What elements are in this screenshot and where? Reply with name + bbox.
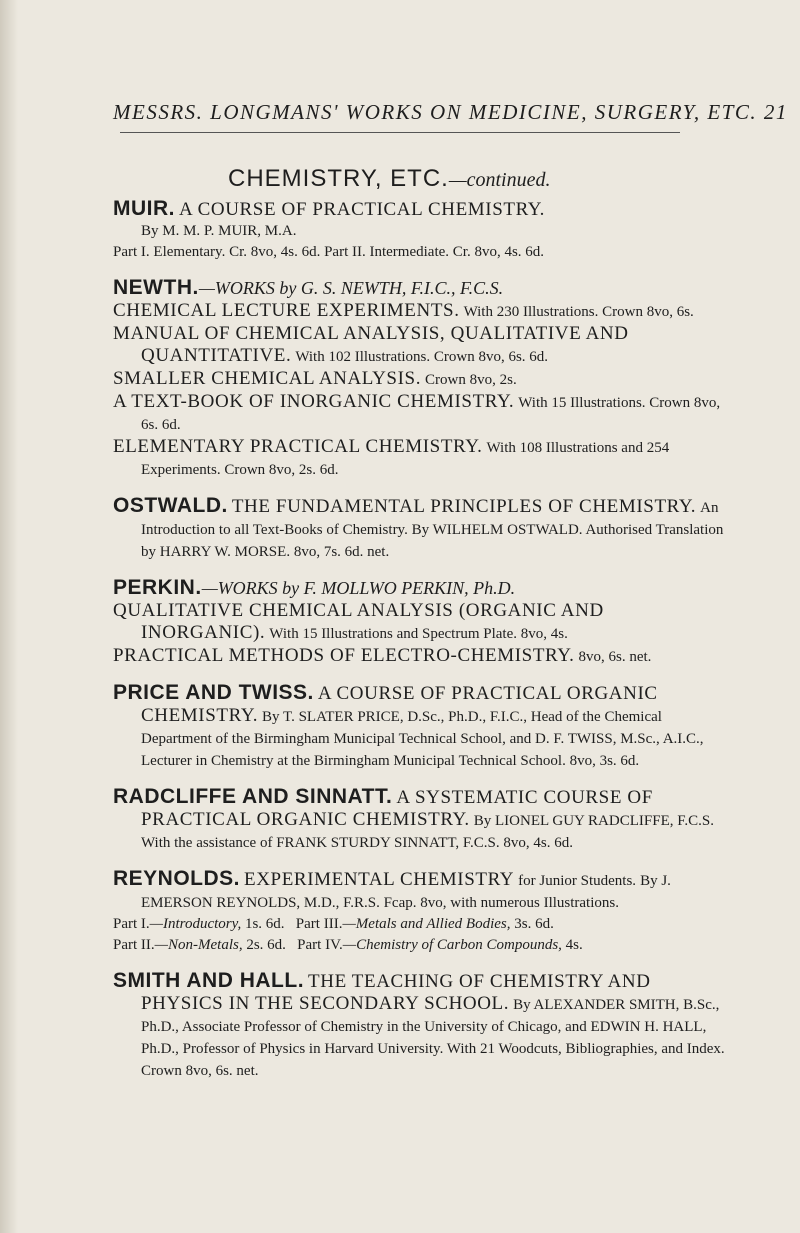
entry-price-twiss: [113, 682, 731, 772]
part-label: Part I.: [113, 916, 150, 932]
section-title: [228, 165, 550, 193]
part-name: —Introductory,: [149, 916, 242, 932]
author-perkin: PERKIN.: [113, 576, 202, 599]
book-title: CHEMICAL LECTURE EXPERIMENTS.: [113, 300, 460, 321]
book-detail: With 15 Illustrations and Spectrum Plate. 8vo, 4s.: [269, 626, 568, 642]
entry-radcliffe-sinnatt: [113, 786, 731, 854]
part-price: 2s. 6d.: [246, 937, 286, 953]
book-detail: An Introduction to all Text-Books of Chemistry. By WILHELM OSTWALD. Authorised Translation by HARRY W. MORSE. 8vo, 7s. 6d. net.: [141, 500, 724, 560]
parts-row: [113, 935, 731, 956]
book-title: A COURSE OF PRACTICAL ORGANIC CHEMISTRY.: [141, 683, 658, 726]
entry-muir: [113, 198, 731, 263]
author-smith-hall: SMITH AND HALL.: [113, 969, 305, 992]
parts-row: [113, 914, 731, 935]
book-title: A TEXT-BOOK OF INORGANIC CHEMISTRY.: [113, 391, 515, 412]
book-detail: With 108 Illustrations and 254 Experiments. Crown 8vo, 2s. 6d.: [141, 440, 670, 478]
book-title: MANUAL OF CHEMICAL ANALYSIS, QUALITATIVE AND QUANTITATIVE.: [113, 323, 629, 366]
author-price-twiss: PRICE AND TWISS.: [113, 681, 314, 704]
entry-perkin: [113, 577, 731, 668]
part-price: 4s.: [565, 937, 583, 953]
byline: By M. M. P. MUIR, M.A.: [141, 223, 297, 239]
book-detail: 8vo, 6s. net.: [578, 649, 652, 665]
section-continued: —continued.: [448, 169, 551, 191]
author-reynolds: REYNOLDS.: [113, 867, 241, 890]
author-newth: NEWTH.: [113, 276, 199, 299]
book-item: [113, 368, 731, 391]
book-title: ELEMENTARY PRACTICAL CHEMISTRY.: [113, 436, 483, 457]
book-item: [113, 600, 731, 645]
book-detail: Crown 8vo, 2s.: [425, 372, 517, 388]
book-title: PRACTICAL METHODS OF ELECTRO-CHEMISTRY.: [113, 645, 575, 666]
book-item: [113, 323, 731, 368]
byline: By LIONEL GUY RADCLIFFE, F.C.S.: [473, 813, 714, 829]
header-rule: [120, 132, 680, 133]
book-detail: By ALEXANDER SMITH, B.Sc., Ph.D., Associate Professor of Chemistry in the University of Chicago, and EDWIN H. HALL, Ph.D., Professor of Physics in Harvard University. With 21 Woodcuts, Bibliographies, and Index. Crown 8vo, 6s. net.: [141, 997, 725, 1079]
running-head: MESSRS. LONGMANS' WORKS ON MEDICINE, SURGERY, ETC. 21: [113, 100, 788, 124]
book-detail: With the assistance of FRANK STURDY SINNATT, F.C.S. 8vo, 4s. 6d.: [141, 835, 573, 851]
book-title: A COURSE OF PRACTICAL CHEMISTRY.: [179, 199, 546, 220]
entry-newth: [113, 277, 731, 481]
book-detail: With 102 Illustrations. Crown 8vo, 6s. 6d.: [295, 349, 549, 365]
part-label: Part IV.: [297, 937, 343, 953]
part-price: 1s. 6d.: [244, 916, 285, 932]
book-title: EXPERIMENTAL CHEMISTRY: [244, 869, 515, 890]
book-item: [113, 391, 731, 436]
title-tail: for Junior Students.: [518, 873, 637, 889]
part-name: —Non-Metals,: [154, 937, 243, 953]
author-note: —WORKS by F. MOLLWO PERKIN, Ph.D.: [201, 578, 516, 598]
entry-smith-hall: [113, 970, 731, 1082]
section-title-text: CHEMISTRY, ETC.: [228, 165, 449, 192]
book-detail: By J. EMERSON REYNOLDS, M.D., F.R.S. Fcap. 8vo, with numerous Illustrations.: [141, 873, 671, 911]
entry-ostwald: [113, 495, 731, 563]
book-title: A SYSTEMATIC COURSE OF PRACTICAL ORGANIC CHEMISTRY.: [141, 787, 653, 830]
book-detail: With 15 Illustrations. Crown 8vo, 6s. 6d.: [141, 395, 721, 433]
author-note: —WORKS by G. S. NEWTH, F.I.C., F.C.S.: [198, 278, 504, 298]
book-title: THE FUNDAMENTAL PRINCIPLES OF CHEMISTRY.: [231, 496, 697, 517]
author-ostwald: OSTWALD.: [113, 494, 228, 517]
book-item: [113, 645, 731, 668]
book-detail: With 230 Illustrations. Crown 8vo, 6s.: [463, 304, 694, 320]
author-radcliffe-sinnatt: RADCLIFFE AND SINNATT.: [113, 785, 393, 808]
part-label: Part III.: [295, 916, 343, 932]
book-item: [113, 300, 731, 323]
catalogue-entries: [113, 198, 731, 1096]
part-label: Part II.: [113, 937, 155, 953]
book-parts: Part I. Elementary. Cr. 8vo, 4s. 6d. Part II. Intermediate. Cr. 8vo, 4s. 6d.: [113, 244, 545, 260]
entry-reynolds: [113, 868, 731, 956]
book-title: SMALLER CHEMICAL ANALYSIS.: [113, 368, 422, 389]
part-name: —Metals and Allied Bodies,: [342, 916, 511, 932]
book-item: [113, 436, 731, 481]
page-edge-shadow: [0, 0, 18, 1233]
author-muir: MUIR.: [113, 197, 175, 220]
part-price: 3s. 6d.: [514, 916, 554, 932]
book-detail: By T. SLATER PRICE, D.Sc., Ph.D., F.I.C., Head of the Chemical Department of the Birmingham Municipal Technical School, and D. F. TWISS, M.Sc., A.I.C., Lecturer in Chemistry at the Birmingham Municipal Technical School. 8vo, 3s. 6d.: [141, 709, 704, 769]
book-title: THE TEACHING OF CHEMISTRY AND PHYSICS IN THE SECONDARY SCHOOL.: [141, 971, 651, 1014]
part-name: —Chemistry of Carbon Compounds,: [342, 937, 562, 953]
book-title: QUALITATIVE CHEMICAL ANALYSIS (ORGANIC AND INORGANIC).: [113, 600, 604, 643]
